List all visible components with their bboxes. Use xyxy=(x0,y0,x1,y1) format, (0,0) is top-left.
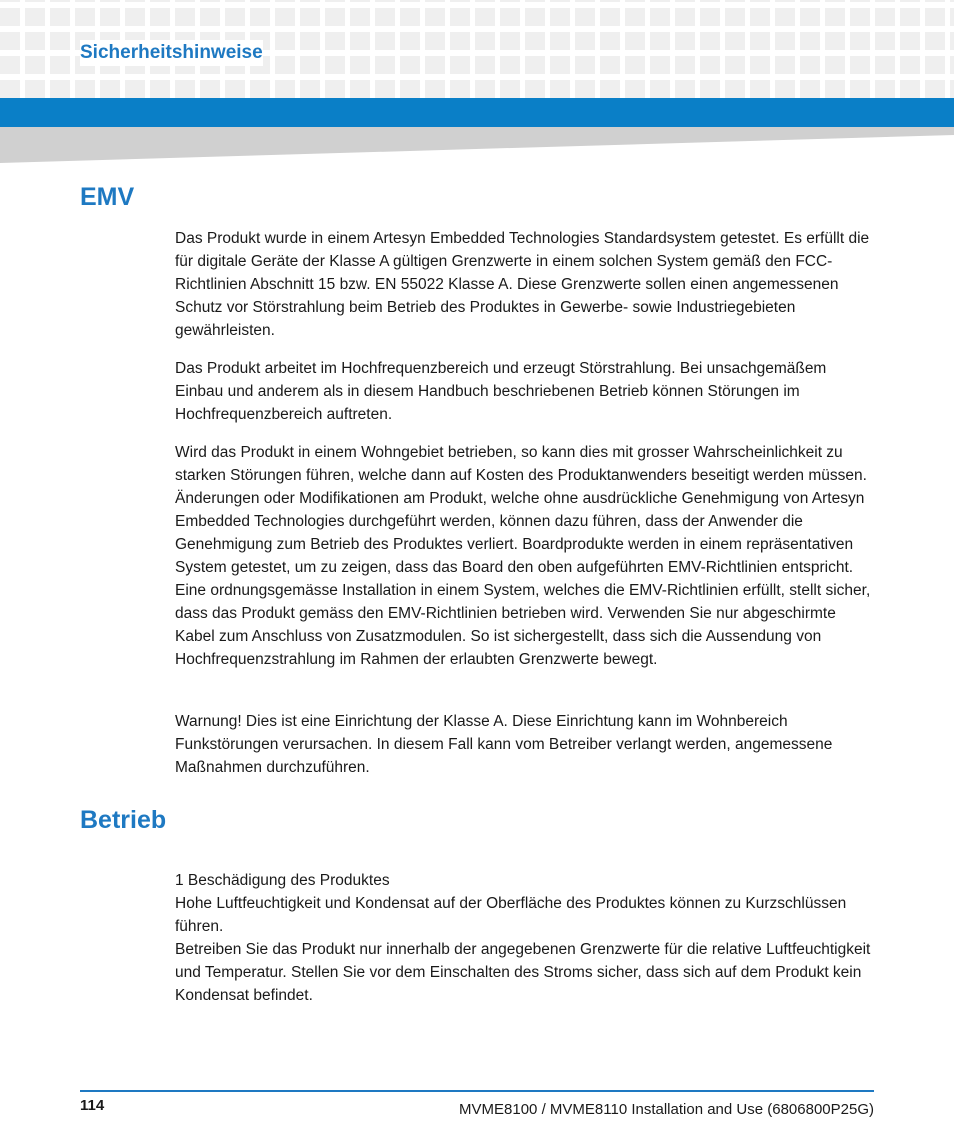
emv-paragraph-1: Das Produkt wurde in einem Artesyn Embedded Technologies Standardsystem getestet. Es erfüllt die für digitale Geräte der Klasse A gültigen Grenzwerte in einem solchen System gemäß den FCC-Richtlinien Abschnitt 15 bzw. EN 55022 Klasse A. Diese Grenzwerte sollen einen angemessenen Schutz vor Störstrahlung beim Betrieb des Produktes in Gewerbe- sowie Industriegebieten gewährleisten. xyxy=(175,230,870,339)
betrieb-notice-text-1: Hohe Luftfeuchtigkeit und Kondensat auf der Oberfläche des Produktes können zu Kurzschlüssen führen. xyxy=(175,895,847,935)
page-number: 114 xyxy=(80,1097,105,1114)
header-blue-bar xyxy=(0,98,954,127)
header-gray-wedge xyxy=(0,127,954,163)
heading-emv: EMV xyxy=(80,183,135,211)
heading-betrieb: Betrieb xyxy=(80,806,167,834)
betrieb-notice-text-2: Betreiben Sie das Produkt nur innerhalb der angegebenen Grenzwerte für die relative Luftfeuchtigkeit und Temperatur. Stellen Sie vor dem Einschalten des Stroms sicher, dass sich auf dem Produkt kein Kondensat befindet. xyxy=(175,941,871,1004)
emv-paragraph-2: Das Produkt arbeitet im Hochfrequenzbereich und erzeugt Störstrahlung. Bei unsachgemäßem Einbau und anderem als in diesem Handbuch beschriebenen Betrieb können Störungen im Hochfrequenzbereich auftreten. xyxy=(175,360,827,423)
betrieb-notice-title: 1 Beschädigung des Produktes xyxy=(175,872,390,889)
header-section-title: Sicherheitshinweise xyxy=(80,40,263,66)
footer-document-title: MVME8100 / MVME8110 Installation and Use (6806800P25G) xyxy=(459,1101,874,1118)
emv-paragraph-4: Warnung! Dies ist eine Einrichtung der Klasse A. Diese Einrichtung kann im Wohnbereich Funkstörungen verursachen. In diesem Fall kann vom Betreiber verlangt werden, angemessene Maßnahmen durchzuführen. xyxy=(175,713,833,776)
emv-paragraph-3: Wird das Produkt in einem Wohngebiet betrieben, so kann dies mit grosser Wahrscheinlichkeit zu starken Störungen führen, welche dann auf Kosten des Produktanwenders beseitigt werden müssen. Änderungen oder Modifikationen am Produkt, welche ohne ausdrückliche Genehmigung von Artesyn Embedded Technologies durchgeführt werden, können dazu führen, dass der Anwender die Genehmigung zum Betrieb des Produktes verliert. Boardprodukte werden in einem repräsentativen System getestet, um zu zeigen, dass das Board den oben aufgeführten EMV-Richtlinien entspricht. Eine ordnungsgemässe Installation in einem System, welches die EMV-Richtlinien erfüllt, stellt sicher, dass das Produkt gemäss den EMV-Richtlinien betrieben wird. Verwenden Sie nur abgeschirmte Kabel zum Anschluss von Zusatzmodulen. So ist sichergestellt, dass sich die Aussendung von Hochfrequenzstrahlung im Rahmen der erlaubten Grenzwerte bewegt. xyxy=(175,444,871,668)
footer-rule xyxy=(80,1090,874,1092)
